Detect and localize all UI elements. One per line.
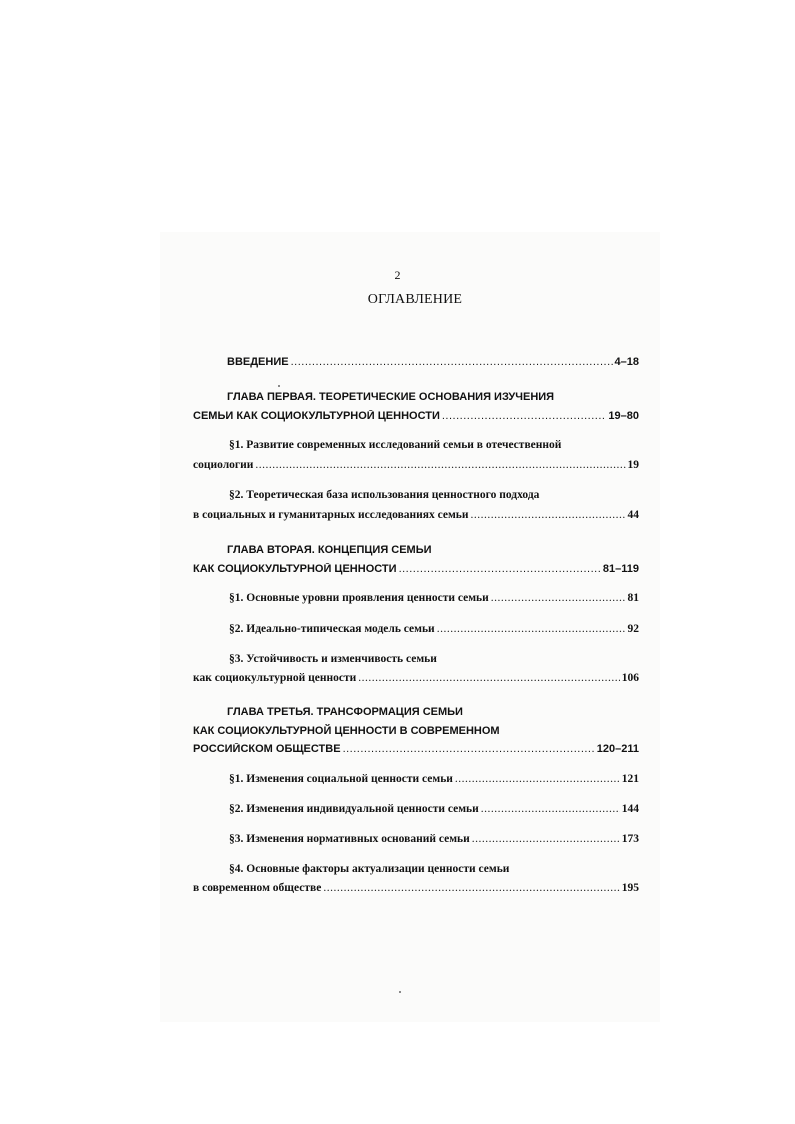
chapter-2-title-line2: КАК СОЦИОКУЛЬТУРНОЙ ЦЕННОСТИ [193,563,397,575]
dot-leader [442,410,607,422]
section-title: §1. Изменения социальной ценности семьи [229,773,453,785]
dot-leader [291,356,613,368]
section-title: §2. Идеально-типическая модель семьи [229,623,435,635]
section-title: §1. Основные уровни проявления ценности семьи [229,592,489,604]
dot-leader [323,882,619,894]
chapter-1-title-line2: СЕМЬИ КАК СОЦИОКУЛЬТУРНОЙ ЦЕННОСТИ [193,410,440,422]
section-page: 92 [627,623,639,635]
toc-entry-pages: 81–119 [602,563,639,575]
toc-entry-pages: 120–211 [596,743,639,755]
toc-entry-chapter-1-section-2[interactable] [193,509,639,521]
toc-entry-chapter-3-section-4[interactable] [193,882,639,894]
dot-leader [491,592,626,604]
section-page: 44 [627,509,639,521]
section-page: 144 [621,803,639,815]
section-page: 106 [621,672,639,684]
toc-entry-chapter-2[interactable] [193,563,639,575]
chapter-1-section-2-line1: §2. Теоретическая база использования ценностного подхода [229,489,540,501]
toc-entry-chapter-3-section-3[interactable] [229,833,639,845]
dot-leader [455,773,620,785]
dot-leader [343,743,595,755]
page-number: 2 [394,268,401,282]
chapter-3-title-line1: ГЛАВА ТРЕТЬЯ. ТРАНСФОРМАЦИЯ СЕМЬИ [227,706,463,718]
toc-heading: ОГЛАВЛЕНИЕ [367,292,463,307]
chapter-2-title-line1: ГЛАВА ВТОРАЯ. КОНЦЕПЦИЯ СЕМЬИ [227,544,432,556]
toc-entry-chapter-2-section-2[interactable] [229,623,639,635]
dot-leader [399,563,601,575]
toc-entry-chapter-3-section-2[interactable] [229,803,639,815]
chapter-1-section-1-line1: §1. Развитие современных исследований семьи в отечественной [229,439,562,451]
toc-entry-pages: 4–18 [614,356,639,368]
section-title: в социальных и гуманитарных исследованиях семьи [193,509,469,521]
toc-entry-introduction[interactable] [227,356,639,368]
dot-leader [472,833,620,845]
dot-leader [471,509,626,521]
scan-speck [399,991,401,993]
toc-entry-chapter-3-section-1[interactable] [229,773,639,785]
chapter-2-section-3-line1: §3. Устойчивость и изменчивость семьи [229,653,437,665]
section-page: 81 [627,592,639,604]
section-title: в современном обществе [193,882,322,894]
section-title: §3. Изменения нормативных оснований семьи [229,833,470,845]
toc-entry-chapter-1-section-1[interactable] [193,459,639,471]
toc-entry-chapter-3[interactable] [193,743,639,755]
toc-entry-title: ВВЕДЕНИЕ [227,356,289,368]
section-page: 19 [627,459,639,471]
chapter-3-title-line3: РОССИЙСКОМ ОБЩЕСТВЕ [193,743,341,755]
chapter-3-section-4-line1: §4. Основные факторы актуализации ценности семьи [229,863,510,875]
toc-entry-chapter-2-section-3[interactable] [193,672,639,684]
chapter-1-title-line1: ГЛАВА ПЕРВАЯ. ТЕОРЕТИЧЕСКИЕ ОСНОВАНИЯ ИЗУЧЕНИЯ [227,391,555,403]
section-page: 121 [621,773,639,785]
dot-leader [358,672,620,684]
dot-leader [255,459,625,471]
dot-leader [481,803,620,815]
section-page: 195 [621,882,639,894]
section-title: как социокультурной ценности [193,672,357,684]
dot-leader [437,623,626,635]
section-title: социологии [193,459,254,471]
toc-entry-chapter-1[interactable] [193,410,639,422]
section-page: 173 [621,833,639,845]
toc-entry-chapter-2-section-1[interactable] [229,592,639,604]
section-title: §2. Изменения индивидуальной ценности семьи [229,803,479,815]
scan-speck [278,385,280,387]
chapter-3-title-line2: КАК СОЦИОКУЛЬТУРНОЙ ЦЕННОСТИ В СОВРЕМЕННОМ [193,725,500,737]
toc-entry-pages: 19–80 [608,410,639,422]
